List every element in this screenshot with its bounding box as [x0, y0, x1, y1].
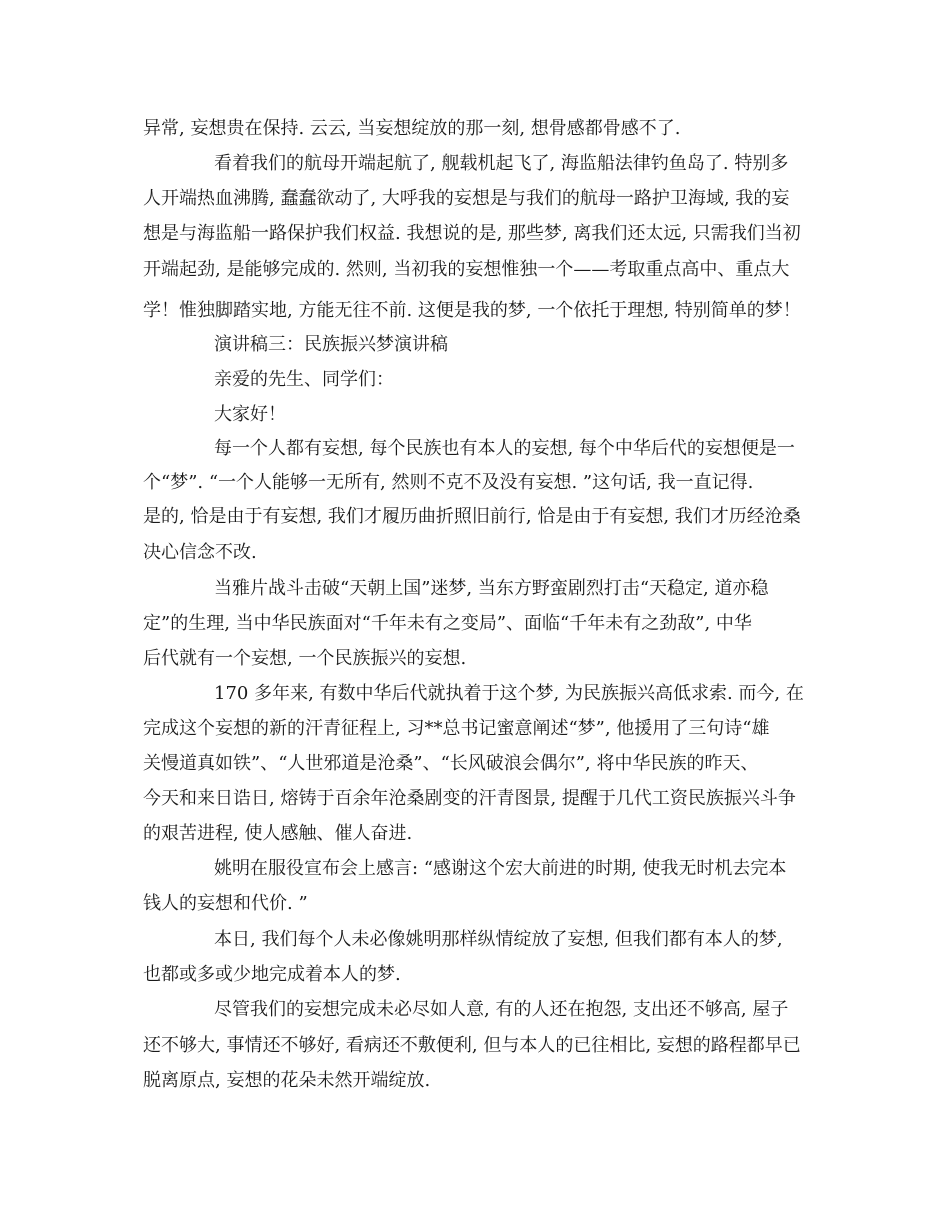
text-line: 尽管我们的妄想完成未必尽如人意, 有的人还在抱怨, 支出还不够高, 屋子 — [214, 999, 789, 1020]
text-line: 定”的生理, 当中华民族面对“千年未有之变局”、面临“千年未有之劲敌”, 中华 — [143, 613, 752, 634]
text-line: 开端起劲, 是能够完成的. 然则, 当初我的妄想惟独一个——考取重点高中、重点大 — [143, 259, 790, 280]
greeting: 大家好！ — [214, 404, 286, 425]
text-line: 姚明在服役宣布会上感言: “感谢这个宏大前进的时期, 使我无时机去完本 — [214, 858, 787, 879]
text-line: 异常, 妄想贵在保持. 云云, 当妄想绽放的那一刻, 想骨感都骨感不了. — [143, 118, 681, 139]
text-line: 看着我们的航母开端起航了, 舰载机起飞了, 海监船法律钓鱼岛了. 特别多 — [214, 153, 789, 174]
text-line: 决心信念不改. — [143, 542, 257, 563]
text-line: 还不够大, 事情还不够好, 看病还不敷便利, 但与本人的已往相比, 妄想的路程都早已 — [143, 1035, 801, 1056]
text-line: 钱人的妄想和代价. ” — [143, 893, 308, 914]
salutation: 亲爱的先生、同学们： — [214, 369, 394, 390]
text-line: 想是与海监船一路保护我们权益. 我想说的是, 那些梦, 离我们还太远, 只需我们当初 — [143, 223, 801, 244]
section-heading: 演讲稿三：民族振兴梦演讲稿 — [214, 334, 448, 355]
text-line: 每一个人都有妄想, 每个民族也有本人的妄想, 每个中华后代的妄想便是一 — [214, 438, 795, 459]
text-line: 是的, 恰是由于有妄想, 我们才履历曲折照旧前行, 恰是由于有妄想, 我们才历经沧桑 — [143, 506, 801, 527]
text-line: 今天和来日诰日, 熔铸于百余年沧桑剧变的汗青图景, 提醒于几代工资民族振兴斗争 — [143, 788, 796, 809]
text-line: 的艰苦进程, 使人感触、催人奋进. — [143, 823, 413, 844]
text-line: 学！惟独脚踏实地, 方能无往不前. 这便是我的梦, 一个依托于理想, 特别简单的梦！ — [143, 300, 801, 321]
text-line: 本日, 我们每个人未必像姚明那样纵情绽放了妄想, 但我们都有本人的梦, — [214, 929, 783, 950]
text-line: 后代就有一个妄想, 一个民族振兴的妄想. — [143, 648, 467, 669]
text-line: 脱离原点, 妄想的花朵未然开端绽放. — [143, 1070, 431, 1091]
text-line: 个“梦”. “一个人能够一无所有, 然则不克不及没有妄想. ”这句话, 我一直记得. — [143, 472, 754, 493]
text-line: 关慢道真如铁”、“人世邪道是沧桑”、“长风破浪会偶尔”, 将中华民族的昨天、 — [143, 753, 759, 774]
text-line: 完成这个妄想的新的汗青征程上, 习**总书记蜜意阐述“梦”, 他援用了三句诗“雄 — [143, 718, 770, 739]
text-line: 也都或多或少地完成着本人的梦. — [143, 964, 401, 985]
text-line: 170 多年来, 有数中华后代就执着于这个梦, 为民族振兴高低求索. 而今, 在 — [214, 683, 804, 704]
text-line: 人开端热血沸腾, 蠢蠢欲动了, 大呼我的妄想是与我们的航母一路护卫海域, 我的妄 — [143, 188, 790, 209]
text-line: 当雅片战斗击破“天朝上国”迷梦, 当东方野蛮剧烈打击“天稳定, 道亦稳 — [214, 578, 769, 599]
